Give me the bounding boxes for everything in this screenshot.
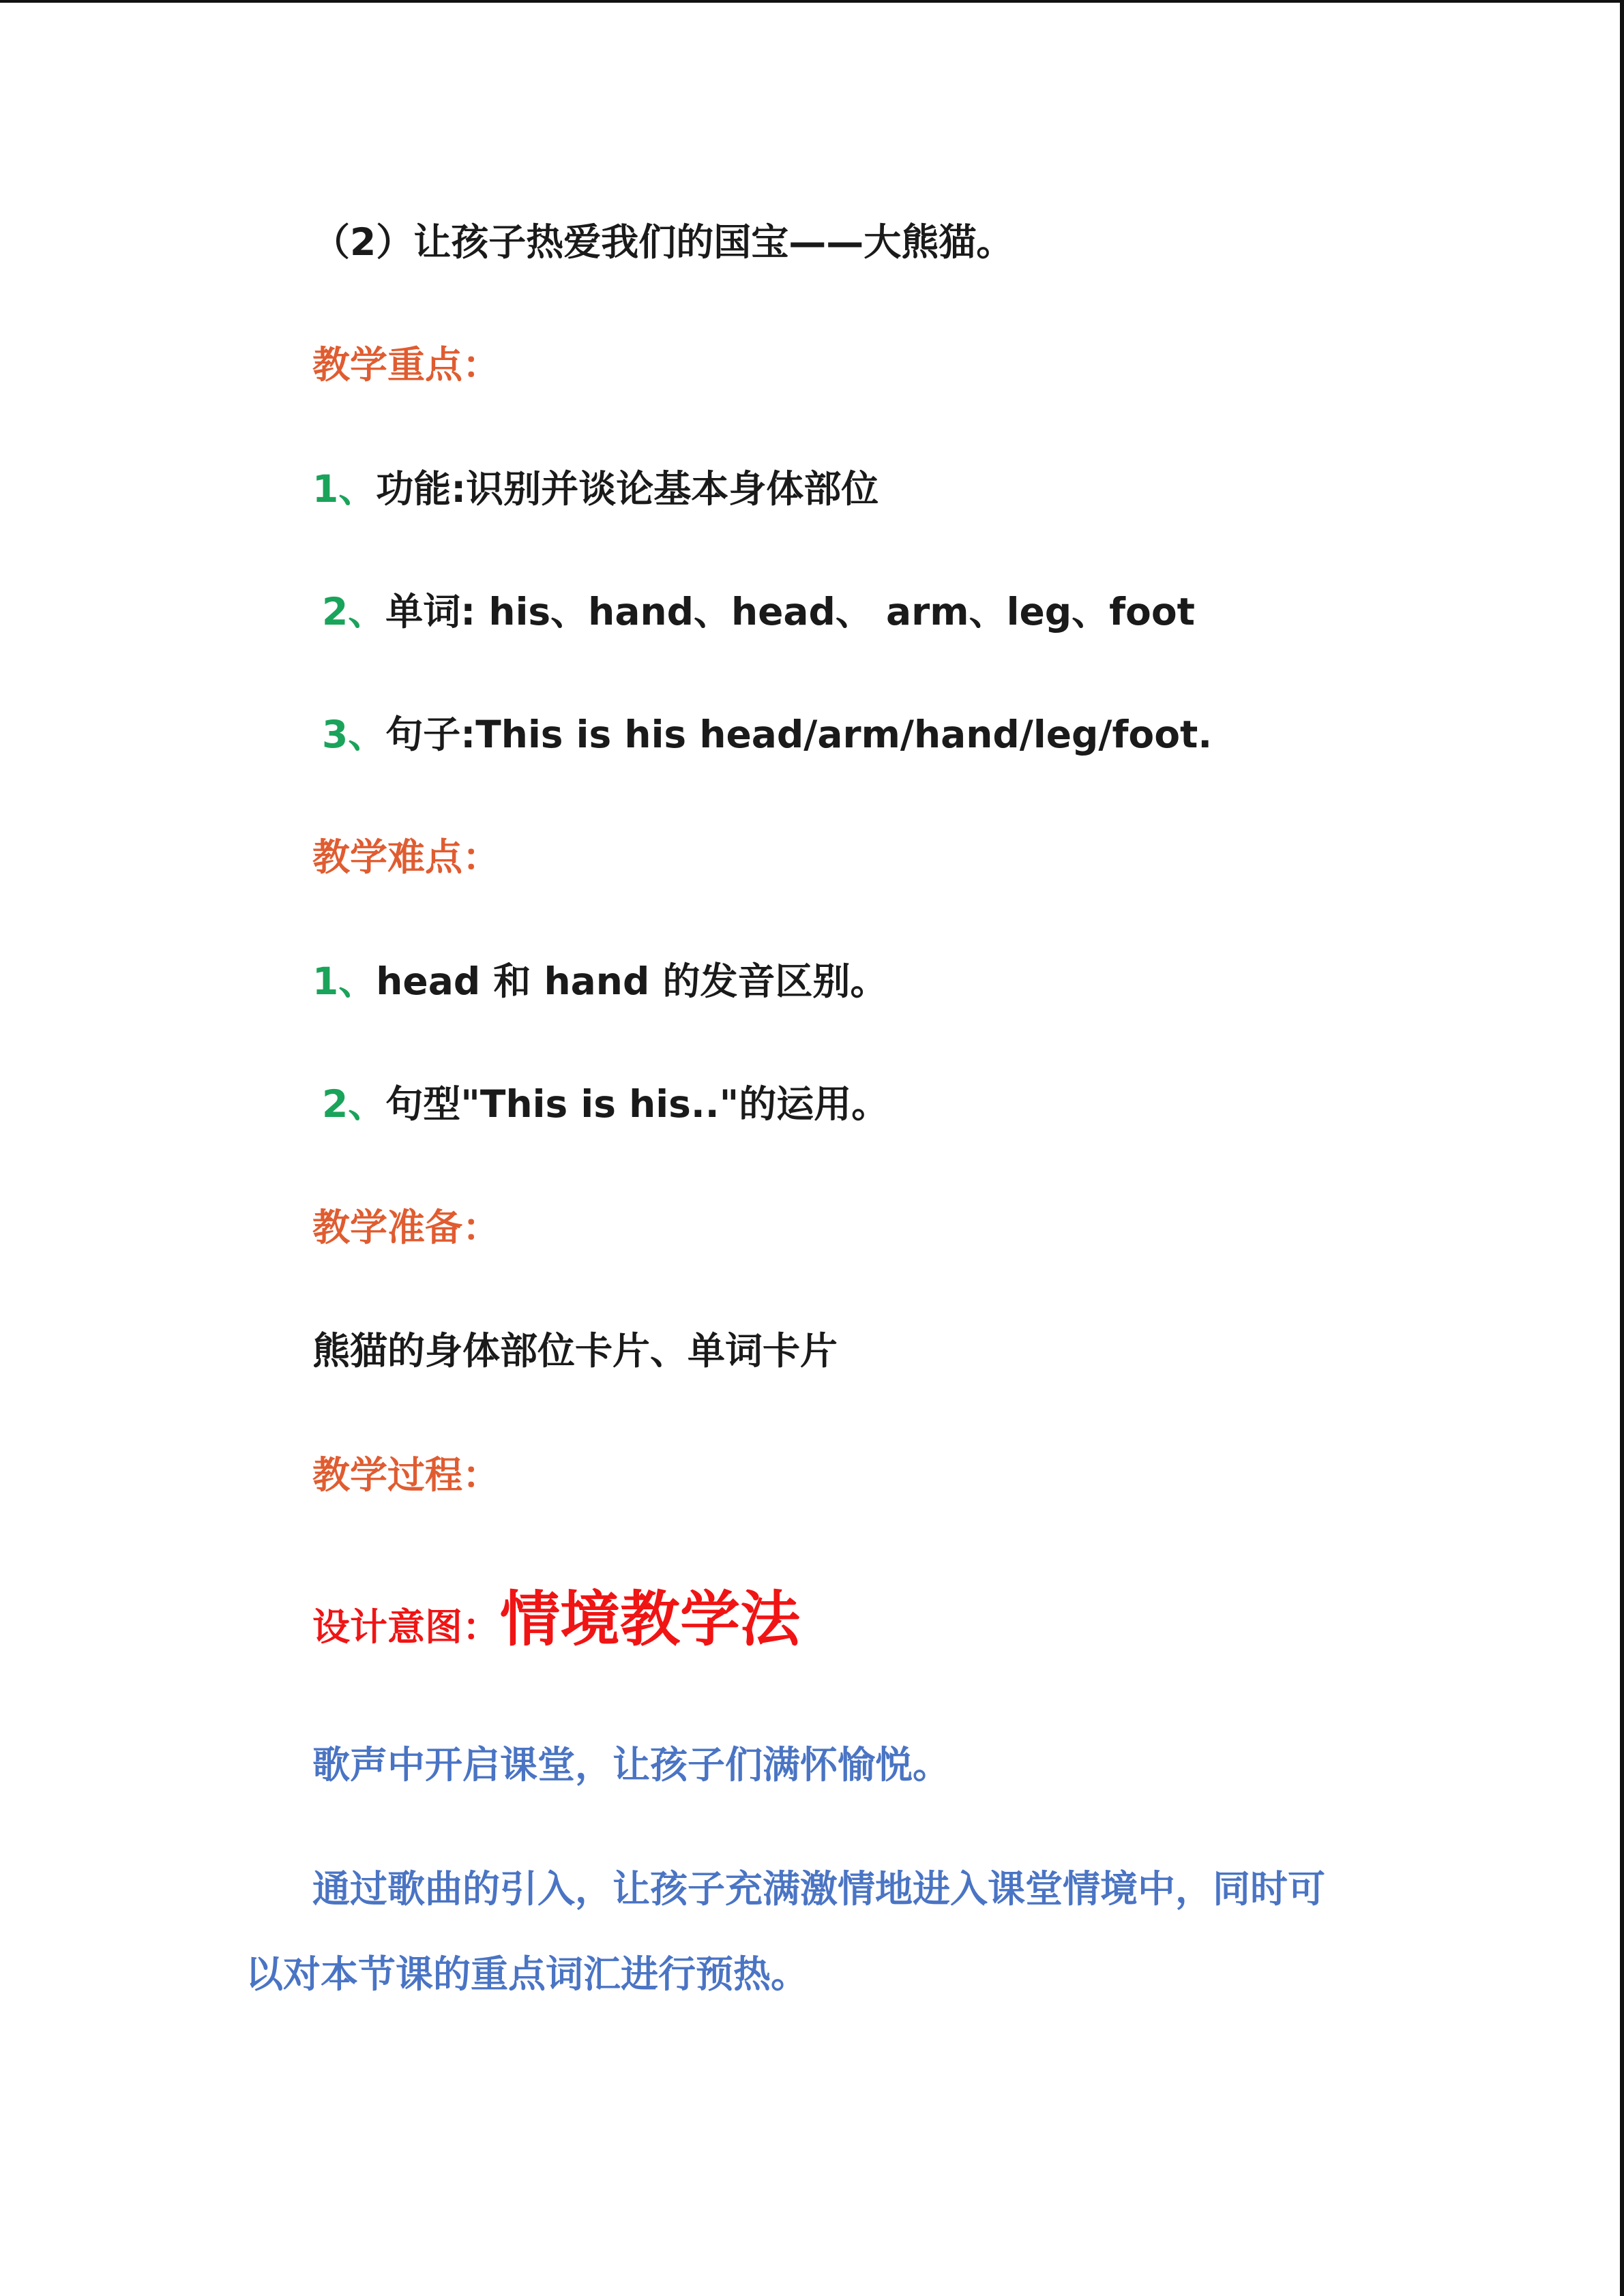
difficulty-item-2 [322,1080,889,1128]
preparation-heading: 教学准备： [312,1206,501,1249]
key-points-heading: 教学重点： [312,343,501,387]
key-point-number-1: 1、 [312,467,377,511]
key-point-item-3 [322,711,1212,758]
process-heading: 教学过程： [312,1453,501,1497]
difficulty-text-2: 句型"This is his.."的运用。 [385,1082,889,1126]
key-point-number-2: 2、 [322,590,386,633]
preparation-text: 熊猫的身体部位卡片、单词卡片 [312,1329,838,1373]
design-paragraph-2-line-1: 通过歌曲的引入，让孩子充满激情地进入课堂情境中，同时可 [312,1867,1326,1911]
key-point-text-1: 功能:识别并谈论基本身体部位 [376,467,879,511]
right-border [1620,0,1624,2296]
difficulty-item-1 [312,957,887,1005]
objective-line: （2）让孩子热爱我们的国宝——大熊猫。 [312,220,1014,264]
key-point-number-3: 3、 [322,713,386,756]
difficulties-heading: 教学难点： [312,835,501,879]
key-point-text-3: 句子:This is his head/arm/hand/leg/foot. [385,713,1213,756]
difficulty-number-1: 1、 [312,959,377,1003]
key-point-item-1 [312,465,879,513]
difficulty-number-2: 2、 [322,1082,386,1126]
key-point-item-2 [322,588,1195,636]
design-intent-label: 设计意图： [312,1605,501,1649]
top-border [0,0,1624,3]
key-point-text-2: 单词: his、hand、head、 arm、leg、foot [385,590,1195,633]
teaching-method: 情境教学法 [500,1584,801,1654]
difficulty-text-1: head 和 hand 的发音区别。 [376,959,888,1003]
design-intent-line [312,1585,800,1660]
design-paragraph-1: 歌声中开启课堂，让孩子们满怀愉悦。 [312,1743,951,1787]
design-paragraph-2-line-2: 以对本节课的重点词汇进行预热。 [246,1952,809,1996]
